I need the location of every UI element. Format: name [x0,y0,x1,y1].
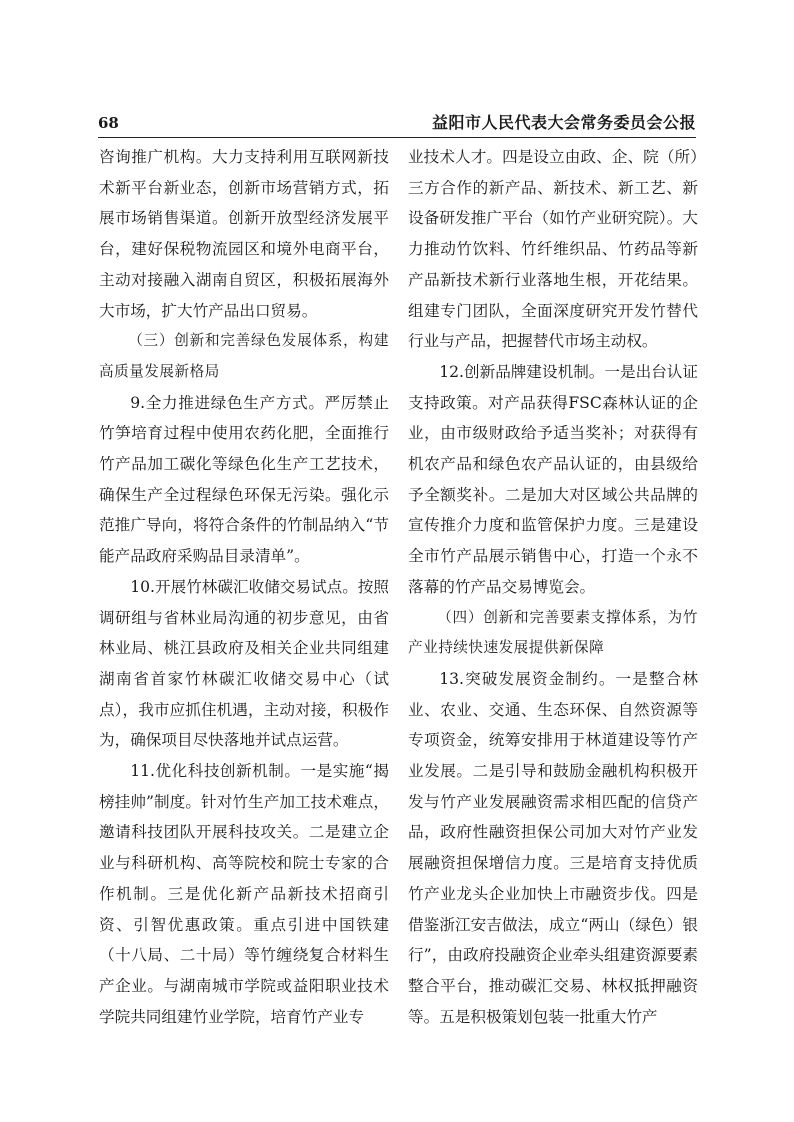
header-rule [98,137,696,138]
journal-title: 益阳市人民代表大会常务委员会公报 [431,113,696,132]
paragraph: 13.突破发展资金制约。一是整合林业、农业、交通、生态环保、自然资源等专项资金，统筹安排用于林道建设等竹产业发展。二是引导和鼓励金融机构积极开发与竹产业发展融资需求相匹配的信贷产品，政府性融资担保公司加大对竹产业发展融资担保增信力度。三是培育支持优质竹产业龙头企业加快上市融资步伐。四是借鉴浙江安吉做法，成立“两山（绿色）银行”，由政府投融资企业牵头组建资源要素整合平台，推动碳汇交易、林权抵押融资等。五是积极策划包装一批重大竹产 [408,669,698,1026]
left-column [99,142,389,1032]
paragraph: 12.创新品牌建设机制。一是出台认证支持政策。对产品获得FSC森林认证的企业，由市级财政给予适当奖补；对获得有机农产品和绿色农产品认证的，由县级给予全额奖补。二是加大对区域公共品牌的宣传推介力度和监管保护力度。三是建设全市竹产品展示销售中心，打造一个永不落幕的竹产品交易博览会。 [408,362,698,596]
paragraph: 咨询推广机构。大力支持利用互联网新技术新平台新业态，创新市场营销方式，拓展市场销售渠道。创新开放型经济发展平台，建好保税物流园区和境外电商平台，主动对接融入湖南自贸区，积极拓展海外大市场，扩大竹产品出口贸易。 [99,148,389,320]
paragraph: 9.全力推进绿色生产方式。严厉禁止竹笋培育过程中使用农药化肥，全面推行竹产品加工碳化等绿色化生产工艺技术，确保生产全过程绿色环保无污染。强化示范推广导向，将符合条件的竹制品纳入“节能产品政府采购品目录清单”。 [99,393,389,566]
paragraph: 11.优化科技创新机制。一是实施“揭榜挂帅”制度。针对竹生产加工技术难点，邀请科技团队开展科技攻关。二是建立企业与科研机构、高等院校和院士专家的合作机制。三是优化新产品新技术招商引资、引智优惠政策。重点引进中国铁建（十八局、二十局）等竹缠绕复合材料生产企业。与湖南城市学院或益阳职业技术学院共同组建竹业学院，培育竹产业专 [99,762,389,1026]
page-number: 68 [98,114,119,132]
section-heading: （三）创新和完善绿色发展体系，构建高质量发展新格局 [99,332,389,380]
section-heading: （四）创新和完善要素支撑体系，为竹产业持续快速发展提供新保障 [408,608,698,657]
page-header [98,112,696,134]
right-column [408,142,698,1032]
paragraph: 10.开展竹林碳汇收储交易试点。按照调研组与省林业局沟通的初步意见，由省林业局、桃江县政府及相关企业共同组建湖南省首家竹林碳汇收储交易中心（试点），我市应抓住机遇，主动对接，积极作为，确保项目尽快落地并试点运营。 [99,577,389,750]
paragraph: 业技术人才。四是设立由政、企、院（所）三方合作的新产品、新技术、新工艺、新设备研发推广平台（如竹产业研究院）。大力推动竹饮料、竹纤维织品、竹药品等新产品新技术新行业落地生根，开花结果。组建专门团队，全面深度研究开发竹替代行业与产品，把握替代市场主动权。 [408,148,698,351]
